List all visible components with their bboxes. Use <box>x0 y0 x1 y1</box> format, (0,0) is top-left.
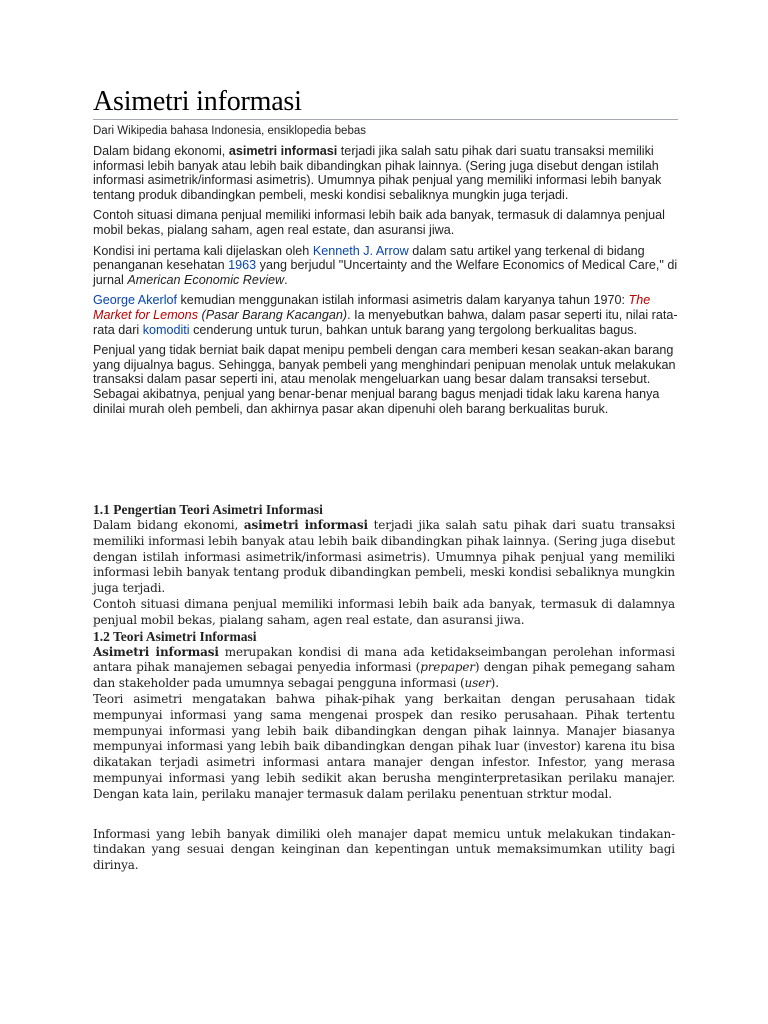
article-paragraph-2: Contoh situasi dimana penjual memiliki informasi lebih baik ada banyak, termasuk di dalamnya penjual mobil bekas, pialang saham, agen real estate, dan asuransi jiwa. <box>93 208 665 237</box>
link-george-akerlof[interactable]: George Akerlof <box>93 293 178 308</box>
essay-section <box>93 502 675 874</box>
article-paragraph-4 <box>93 293 678 337</box>
essay-paragraph-3 <box>93 645 675 692</box>
text: kemudian menggunakan istilah informasi asimetris dalam karyanya tahun 1970: <box>177 293 629 308</box>
italic-term: user <box>464 676 491 691</box>
text: dalam satu artikel yang terkenal di bidang penanganan kesehatan <box>93 243 645 273</box>
text: terjadi jika salah satu pihak dari suatu transaksi memiliki informasi lebih banyak atau lebih baik dibandingkan pihak lainnya. (Sering juga disebut dengan istilah informasi asimetrik/informasi asimetris). Umumnya pihak penjual yang memiliki informasi lebih banyak tentang produk dibandingkan pembeli, meski kondisi sebaliknya mungkin juga terjadi. <box>93 144 662 202</box>
essay-paragraph-5: Informasi yang lebih banyak dimiliki oleh manajer dapat memicu untuk melakukan tindakan-tindakan yang sesuai dengan keinginan dan kepentingan untuk memaksimumkan utility bagi dirinya. <box>93 826 675 873</box>
italic-term: prepaper <box>420 660 475 675</box>
text: yang berjudul "Uncertainty and the Welfare Economics of Medical Care," di jurnal <box>93 258 678 287</box>
text: cenderung untuk turun, bahkan untuk barang yang tergolong berkualitas bagus. <box>189 322 638 337</box>
text: Kondisi ini pertama kali dijelaskan oleh <box>93 243 313 258</box>
essay-paragraph-1 <box>93 518 675 597</box>
link-kenneth-arrow[interactable]: Kenneth J. Arrow <box>312 243 409 258</box>
bold-term: asimetri informasi <box>228 144 338 158</box>
text: ) dengan pihak pemegang saham dan stakeholder pada umumnya sebagai pengguna informasi ( <box>93 660 675 691</box>
text: merupakan kondisi di mana ada ketidakseimbangan perolehan informasi antara pihak manajemen sebagai penyedia informasi ( <box>93 644 675 675</box>
text: terjadi jika salah satu pihak dari suatu transaksi memiliki informasi lebih banyak atau lebih baik dibandingkan pihak lainnya. (Sering juga disebut dengan istilah informasi asimetrik/informasi asimetris). Umumnya pihak penjual yang memiliki informasi lebih banyak tentang produk dibandingkan pembeli, meski kondisi sebaliknya mungkin juga terjadi. <box>93 518 676 596</box>
essay-paragraph-2: Contoh situasi dimana penjual memiliki informasi lebih baik ada banyak, termasuk di dalamnya penjual mobil bekas, pialang saham, agen real estate, dan asuransi jiwa. <box>93 596 675 627</box>
bold-term: Asimetri informasi <box>93 644 219 659</box>
link-komoditi[interactable]: komoditi <box>142 322 190 337</box>
bold-term: asimetri informasi <box>243 518 368 532</box>
section-heading-1-2: 1.2 Teori Asimetri Informasi <box>93 628 257 644</box>
article-title: Asimetri informasi <box>93 86 678 120</box>
article-paragraph-1 <box>93 144 678 202</box>
journal-name: American Economic Review <box>127 272 285 287</box>
article-paragraph-3 <box>93 244 678 288</box>
text: Dalam bidang ekonomi, <box>93 144 229 158</box>
redlink-market-for-lemons[interactable]: The Market for Lemons <box>93 293 651 322</box>
section-heading-1-1: 1.1 Pengertian Teori Asimetri Informasi <box>93 502 323 517</box>
text: . <box>284 272 288 287</box>
article-paragraph-5: Penjual yang tidak berniat baik dapat menipu pembeli dengan cara memberi kesan seakan-akan barang yang dijualnya bagus. Sehingga, banyak pembeli yang menghindari penipuan menolak untuk melakukan transaksi dalam pasar seperti ini, atau menolak mengeluarkan uang besar dalam transaksi tersebut. Sebagai akibatnya, penjual yang benar-benar menjual barang bagus menjadi tidak laku karena hanya dinilai murah oleh pembeli, dan akhirnya pasar akan dipenuhi oleh barang berkualitas buruk. <box>93 343 676 416</box>
text: ). <box>490 676 499 691</box>
text: Dalam bidang ekonomi, <box>93 518 244 532</box>
article-subtitle: Dari Wikipedia bahasa Indonesia, ensiklopedia bebas <box>93 125 366 137</box>
text: . Ia menyebutkan bahwa, dalam pasar seperti itu, nilai rata-rata dari <box>93 307 678 337</box>
spacer <box>93 803 675 827</box>
link-1963[interactable]: 1963 <box>228 258 257 273</box>
italic-translation: (Pasar Barang Kacangan) <box>198 307 348 322</box>
essay-paragraph-4: Teori asimetri mengatakan bahwa pihak-pihak yang berkaitan dengan perusahaan tidak mempunyai informasi yang sama mengenai prospek dan resiko perusahaan. Pihak tertentu mempunyai informasi yang lebih baik dibandingkan dengan pihak lainnya. Manajer biasanya mempunyai informasi yang lebih baik dibandingkan dengan pihak luar (investor) karena itu bisa dikatakan terjadi asimetri informasi antara manajer dengan infestor. Infestor, yang merasa mempunyai informasi yang lebih sedikit akan berusha menginterpretasikan perilaku manajer. Dengan kata lain, perilaku manajer termasuk dalam perilaku penentuan strktur modal. <box>93 691 675 801</box>
wikipedia-article <box>93 86 678 422</box>
